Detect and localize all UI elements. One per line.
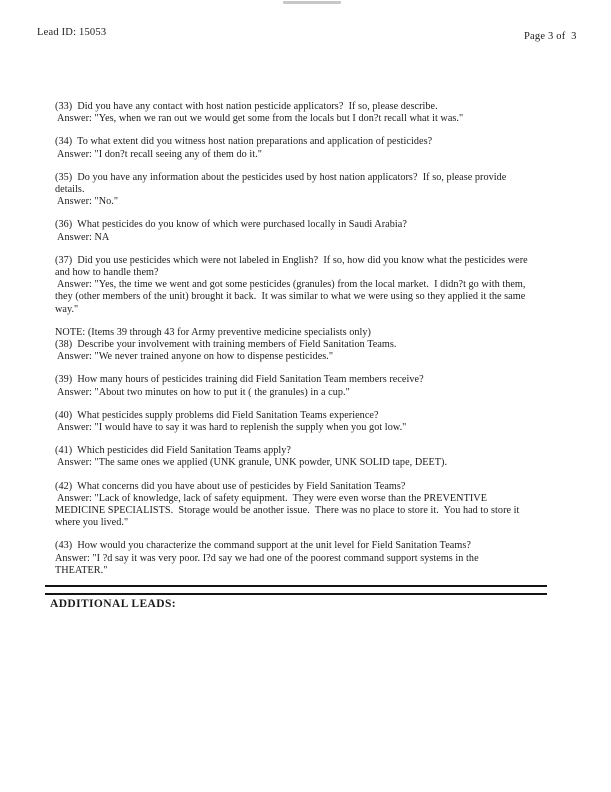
text-line: Answer: "I ?d say it was very poor. I?d say we had one of the poorest command support systems in the xyxy=(55,552,479,564)
text-line: and how to handle them? xyxy=(55,267,159,279)
paragraph-block xyxy=(55,481,575,530)
text-line: Answer: "Yes, the time we went and got some pesticides (granules) from the local market. I didn?t go with them, xyxy=(55,279,526,291)
text-line: where you lived." xyxy=(55,517,129,529)
text-line: Answer: "The same ones we applied (UNK granule, UNK powder, UNK SOLID tape, DEET). xyxy=(55,457,448,469)
text-line: Answer: "We never trained anyone on how to dispense pesticides." xyxy=(55,351,334,363)
paragraph-block xyxy=(55,327,575,364)
text-line: (37) Did you use pesticides which were not labeled in English? If so, how did you know what the pesticides were xyxy=(55,254,528,266)
text-line: NOTE: (Items 39 through 43 for Army preventive medicine specialists only) xyxy=(55,326,371,338)
text-line: Answer: "No." xyxy=(55,196,119,208)
page-number-label: Page 3 of 3 xyxy=(524,31,577,42)
lead-id-label: Lead ID: 15053 xyxy=(37,27,107,38)
text-line: Answer: NA xyxy=(55,231,110,243)
text-line: Answer: "I don?t recall seeing any of them do it." xyxy=(55,148,262,160)
paragraph-block xyxy=(55,101,575,125)
text-line: Answer: "Yes, when we ran out we would get some from the locals but I don?t recall what it was." xyxy=(55,113,464,125)
text-line: Answer: "I would have to say it was hard to replenish the supply when you got low." xyxy=(55,422,407,434)
text-line: they (other members of the unit) brought it back. It was similar to what we were using so they applied it the same xyxy=(55,291,526,303)
text-line: THEATER." xyxy=(55,564,108,576)
text-line: (40) What pesticides supply problems did Field Sanitation Teams experience? xyxy=(55,409,379,421)
text-line: details. xyxy=(55,184,85,196)
text-line: Answer: "Lack of knowledge, lack of safety equipment. They were even worse than the PREVENTIVE xyxy=(55,492,487,504)
section-divider-double-rule xyxy=(45,585,547,595)
additional-leads-heading: ADDITIONAL LEADS: xyxy=(50,598,176,610)
text-line: (35) Do you have any information about the pesticides used by host nation applicators? If so, please provide xyxy=(55,171,507,183)
text-line: (33) Did you have any contact with host nation pesticide applicators? If so, please describe. xyxy=(55,101,438,112)
text-line: (34) To what extent did you witness host nation preparations and application of pesticides? xyxy=(55,136,433,148)
document-body xyxy=(55,101,575,588)
paragraph-block xyxy=(55,374,575,398)
paragraph-block xyxy=(55,255,575,316)
paragraph-block xyxy=(55,136,575,160)
scan-artifact-top-bar xyxy=(283,1,341,4)
text-line: MEDICINE SPECIALISTS. Storage would be another issue. There was no place to store it. You had to store it xyxy=(55,505,520,517)
text-line: (41) Which pesticides did Field Sanitation Teams apply? xyxy=(55,445,291,457)
text-line: (42) What concerns did you have about use of pesticides by Field Sanitation Teams? xyxy=(55,480,406,492)
text-line: (38) Describe your involvement with training members of Field Sanitation Teams. xyxy=(55,339,397,351)
text-line: way." xyxy=(55,303,79,315)
text-line: (43) How would you characterize the command support at the unit level for Field Sanitation Teams? xyxy=(55,540,471,552)
paragraph-block xyxy=(55,410,575,434)
text-line: (39) How many hours of pesticides training did Field Sanitation Team members receive? xyxy=(55,374,424,386)
paragraph-block xyxy=(55,172,575,209)
paragraph-block xyxy=(55,540,575,577)
text-line: (36) What pesticides do you know of which were purchased locally in Saudi Arabia? xyxy=(55,219,407,231)
text-line: Answer: "About two minutes on how to put it ( the granules) in a cup." xyxy=(55,386,350,398)
paragraph-block xyxy=(55,219,575,243)
paragraph-block xyxy=(55,445,575,469)
